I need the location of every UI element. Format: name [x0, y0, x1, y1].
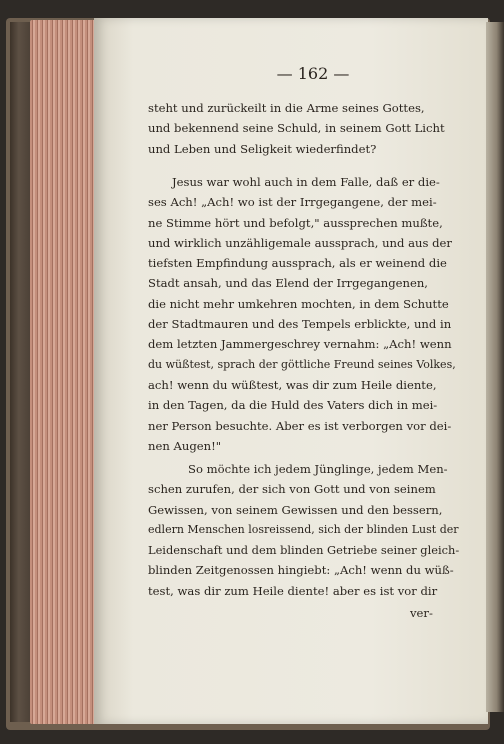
text-line: blinden Zeitgenossen hingiebt: „Ach! wenn du wüß-	[148, 563, 454, 578]
text-line: ses Ach! „Ach! wo ist der Irrgegangene, der mei-	[148, 195, 437, 210]
page-edges	[30, 20, 96, 724]
text-line: die nicht mehr umkehren mochten, in dem Schutte	[148, 296, 449, 311]
book-binding	[10, 22, 32, 722]
text-line: ner Person besuchte. Aber es ist verborgen vor dei-	[148, 418, 452, 433]
text-line: schen zurufen, der sich von Gott und von seinem	[148, 482, 436, 497]
text-line: und Leben und Seligkeit wiederfindet?	[148, 141, 377, 156]
text-line: edlern Menschen losreissend, sich der blinden Lust der	[148, 522, 459, 536]
text-line: nen Augen!"	[148, 438, 222, 453]
page-number-header: — 162 —	[276, 64, 350, 83]
text-line: So möchte ich jedem Jünglinge, jedem Men-	[188, 462, 448, 476]
text-line: ach! wenn du wüßtest, was dir zum Heile diente,	[148, 377, 437, 392]
text-line: du wüßtest, sprach der göttliche Freund seines Volkes,	[148, 357, 456, 371]
text-line: und wirklich unzähligemale aussprach, und aus der	[148, 235, 452, 250]
paragraph-1	[148, 98, 460, 159]
text-line: Gewissen, von seinem Gewissen und den bessern,	[148, 502, 443, 517]
catchword: ver-	[410, 606, 433, 620]
text-line: test, was dir zum Heile diente! aber es ist vor dir	[148, 583, 438, 598]
text-line: der Stadtmauren und des Tempels erblickte, und in	[148, 317, 452, 332]
text-line: ne Stimme hört und befolgt," aussprechen mußte,	[148, 215, 443, 230]
text-line: und bekennend seine Schuld, in seinem Gott Licht	[148, 121, 445, 136]
text-line: in den Tagen, da die Huld des Vaters dich in mei-	[148, 398, 438, 413]
right-page-edge	[486, 22, 504, 712]
text-line: steht und zurückeilt in die Arme seines Gottes,	[148, 101, 425, 115]
text-line: dem letzten Jammergeschrey vernahm: „Ach! wenn	[148, 337, 452, 352]
paragraph-2	[148, 172, 460, 456]
text-line: Stadt ansah, und das Elend der Irrgegangenen,	[148, 276, 428, 291]
text-line: Jesus war wohl auch in dem Falle, daß er die-	[172, 175, 440, 189]
text-line: Leidenschaft und dem blinden Getriebe seiner gleich-	[148, 543, 460, 558]
text-line: tiefsten Empfindung aussprach, als er weinend die	[148, 256, 447, 271]
paragraph-3	[148, 459, 460, 601]
